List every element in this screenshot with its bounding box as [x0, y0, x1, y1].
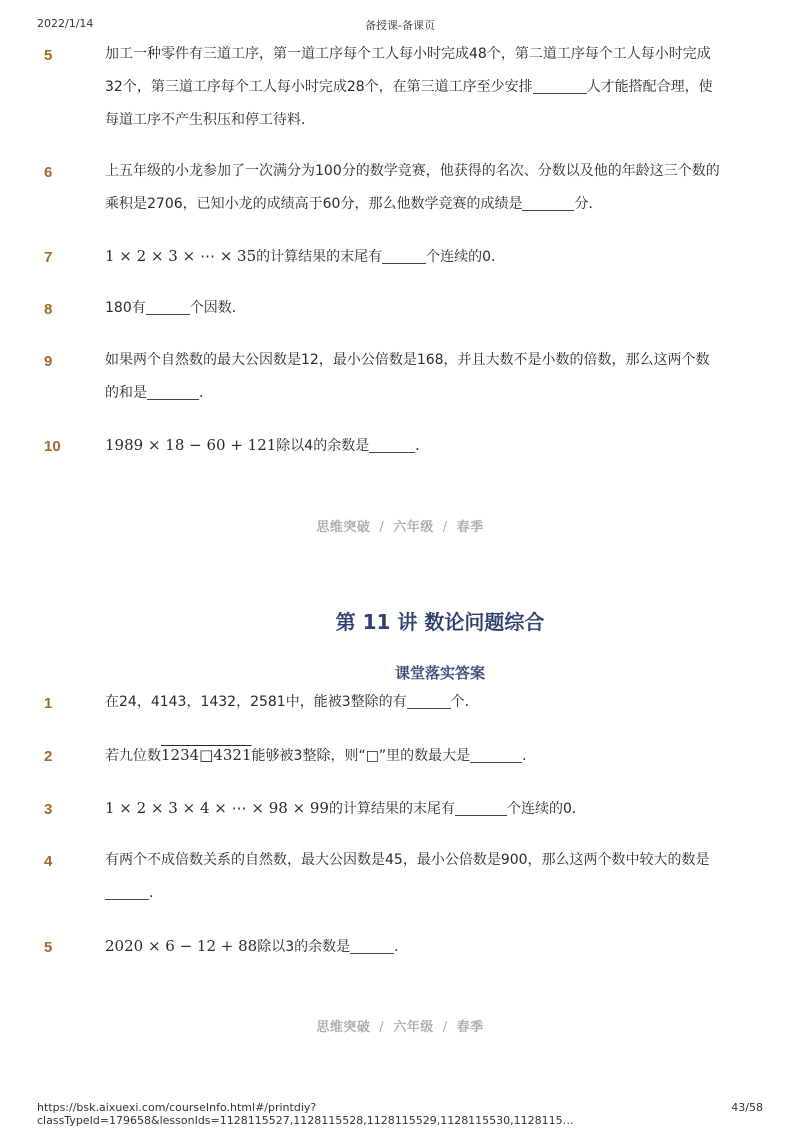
answer-blank [522, 196, 574, 211]
question-body: 除以3的余数是 [257, 939, 351, 955]
section-title: 课堂落实答案 [394, 664, 485, 682]
question-tail: ． [199, 385, 213, 401]
lecture-title: 第 11 讲 数论问题综合 [335, 610, 545, 634]
question-number: 8 [44, 301, 53, 318]
breadcrumb-item: 六年级 [393, 1020, 434, 1035]
question-body: 加工一种零件有三道工序，第一道工序每个工人每小时完成48个，第二道工序每个工人每小时完成32个，第三道工序每个工人每小时完成28个，在第三道工序至少安排 [105, 46, 711, 95]
question-text [105, 930, 720, 964]
question-text [105, 844, 720, 910]
question-number: 4 [44, 853, 53, 870]
breadcrumb-item: 六年级 [393, 520, 434, 535]
question-number: 5 [44, 47, 53, 64]
question-tail: 个． [450, 694, 479, 710]
math-expression: 1 × 2 × 3 × ⋯ × 35 [105, 247, 257, 265]
question-text [105, 686, 720, 719]
question-number: 5 [44, 939, 53, 956]
page-number: 43/58 [731, 1101, 763, 1114]
page-header-title: 备授课-备课页 [365, 19, 435, 32]
breadcrumb [0, 516, 800, 535]
question-body: 除以4的余数是 [276, 438, 370, 454]
breadcrumb-item: 春季 [456, 520, 484, 535]
question-body: 若九位数 [105, 748, 161, 764]
question-number: 3 [44, 801, 53, 818]
question-text [105, 739, 720, 773]
math-expression: 1234□4321 [161, 746, 252, 764]
math-expression: 2020 × 6 − 12 + 88 [105, 937, 258, 955]
question-tail: 人才能搭配合理，使每道工序不产生积压和停工待料． [105, 79, 713, 128]
breadcrumb-separator: / [379, 520, 385, 535]
answer-blank [407, 694, 451, 709]
question-text [105, 292, 720, 325]
answer-blank [533, 79, 587, 94]
breadcrumb-separator: / [442, 520, 448, 535]
question-body: 如果两个自然数的最大公因数是12，最小公倍数是168，并且大数不是小数的倍数，那么这两个数的和是 [105, 352, 710, 401]
question-tail: 个连续的0． [426, 249, 506, 265]
breadcrumb-item: 思维突破 [316, 1020, 371, 1035]
answer-blank [350, 939, 394, 954]
question-body: 有两个不成倍数关系的自然数，最大公因数是45，最小公倍数是900，那么这两个数中较大的数是 [105, 852, 710, 868]
question-tail: ． [394, 939, 409, 955]
print-date: 2022/1/14 [37, 17, 94, 30]
footer-url: https://bsk.aixuexi.com/courseInfo.html#/printdiy?classTypeId=179658&lessonIds=1128115527,1128115528,1128115529,1128115530,1128115… [37, 1101, 574, 1127]
question-tail: ． [522, 748, 537, 764]
answer-blank [470, 748, 522, 763]
math-expression: 1989 × 18 − 60 + 121 [105, 436, 277, 454]
answer-blank [146, 300, 190, 315]
breadcrumb-separator: / [442, 1020, 448, 1035]
question-text [105, 38, 720, 137]
math-expression: 1 × 2 × 3 × 4 × ⋯ × 98 × 99 [105, 799, 329, 817]
question-tail: 个因数． [189, 300, 246, 316]
breadcrumb-item: 春季 [456, 1020, 484, 1035]
question-tail: 分． [574, 196, 603, 212]
question-body: 上五年级的小龙参加了一次满分为100分的数学竞赛，他获得的名次、分数以及他的年龄这三个数的乘积是2706，已知小龙的成绩高于60分，那么他数学竞赛的成绩是 [105, 163, 720, 212]
breadcrumb-separator: / [379, 1020, 385, 1035]
question-tail: 个连续的0． [506, 801, 586, 817]
answer-blank [382, 249, 426, 264]
question-number: 10 [44, 438, 61, 455]
answer-blank [455, 801, 507, 816]
answer-blank [147, 385, 199, 400]
answer-blank [369, 438, 415, 453]
question-text [105, 240, 720, 274]
answer-blank [105, 885, 149, 900]
breadcrumb [0, 1016, 800, 1035]
question-number: 7 [44, 249, 53, 266]
question-body: 能够被3整除，则“□”里的数最大是 [251, 748, 471, 764]
question-text [105, 792, 720, 826]
question-body: 180有 [105, 300, 146, 316]
question-text [105, 429, 720, 463]
question-number: 6 [44, 164, 53, 181]
question-number: 1 [44, 695, 53, 712]
question-body: 在24，4143，1432，2581中，能被3整除的有 [105, 694, 407, 710]
question-body: 的计算结果的末尾有 [328, 801, 455, 817]
question-text [105, 155, 720, 221]
question-body: 的计算结果的末尾有 [256, 249, 383, 265]
question-tail: ． [415, 438, 430, 454]
question-number: 2 [44, 748, 53, 765]
breadcrumb-item: 思维突破 [316, 520, 371, 535]
question-text [105, 344, 720, 410]
question-number: 9 [44, 353, 53, 370]
question-tail: ． [149, 885, 163, 901]
